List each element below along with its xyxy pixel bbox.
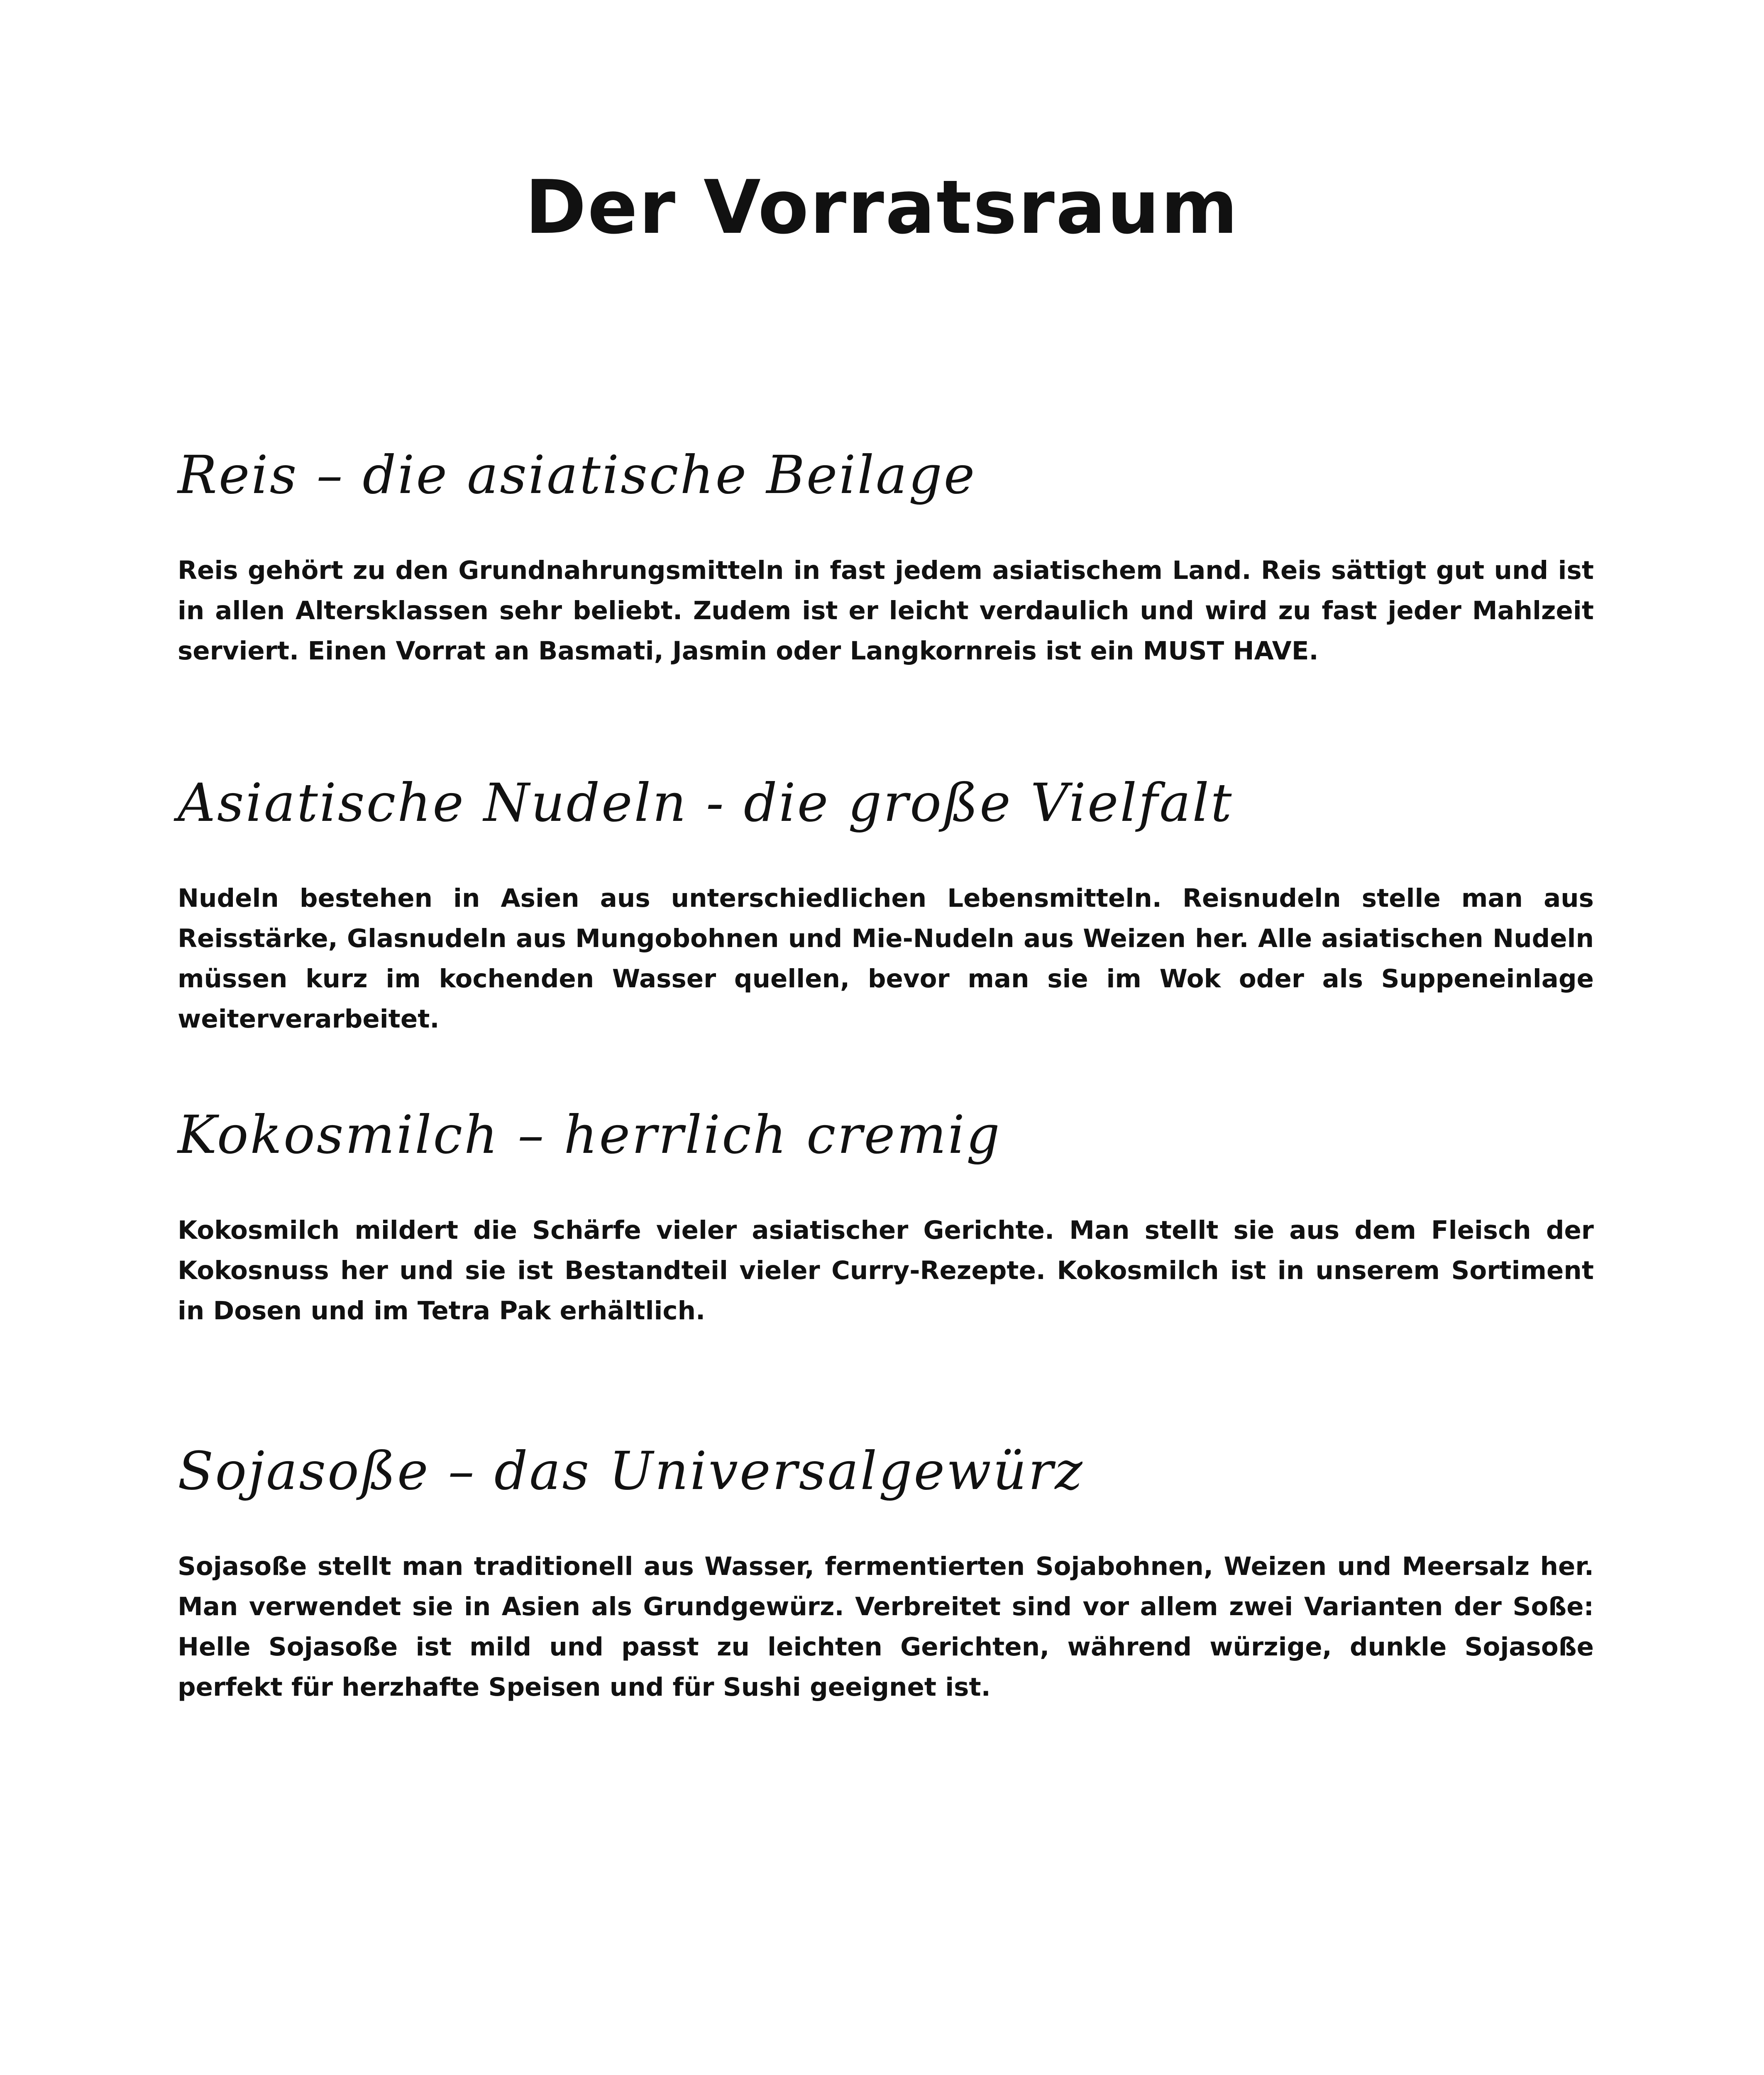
section-heading: Reis – die asiatische Beilage [178,444,977,505]
page-title: Der Vorratsraum [525,164,1239,250]
section-heading: Sojasoße – das Universalgewürz [178,1440,1084,1501]
section-body: Kokosmilch mildert die Schärfe vieler asiatischer Gerichte. Man stellt sie aus dem Fleisch der Kokosnuss her und sie ist Bestandteil vieler Curry-Rezepte. Kokosmilch ist in unserem Sortiment in Dosen und im Tetra Pak erhältlich. [178,1216,1594,1326]
section-heading: Kokosmilch – herrlich cremig [178,1104,1002,1165]
section-body: Sojasoße stellt man traditionell aus Wasser, fermentierten Sojabohnen, Weizen und Meersalz her. Man verwendet sie in Asien als Grundgewürz. Verbreitet sind vor allem zwei Varianten der Soße: Helle Sojasoße ist mild und passt zu leichten Gerichten, während würzige, dunkle Sojasoße perfekt für herzhafte Speisen und für Sushi geeignet ist. [178,1552,1594,1702]
section-body: Reis gehört zu den Grundnahrungsmitteln in fast jedem asiatischem Land. Reis sättigt gut und ist in allen Altersklassen sehr beliebt. Zudem ist er leicht verdaulich und wird zu fast jeder Mahlzeit serviert. Einen Vorrat an Basmati, Jasmin oder Langkornreis ist ein MUST HAVE. [178,556,1594,666]
section-reis [178,436,1594,671]
section-body: Nudeln bestehen in Asien aus unterschiedlichen Lebensmitteln. Reisnudeln stelle man aus Reisstärke, Glasnudeln aus Mungobohnen und Mie-Nudeln aus Weizen her. Alle asiatischen Nudeln müssen kurz im kochenden Wasser quellen, bevor man sie im Wok oder als Suppeneinlage weiterverarbeitet. [178,884,1594,1034]
section-nudeln [178,764,1594,1039]
section-heading: Asiatische Nudeln - die große Vielfalt [178,772,1234,833]
section-sojasosse [178,1432,1594,1707]
section-kokosmilch [178,1096,1594,1331]
